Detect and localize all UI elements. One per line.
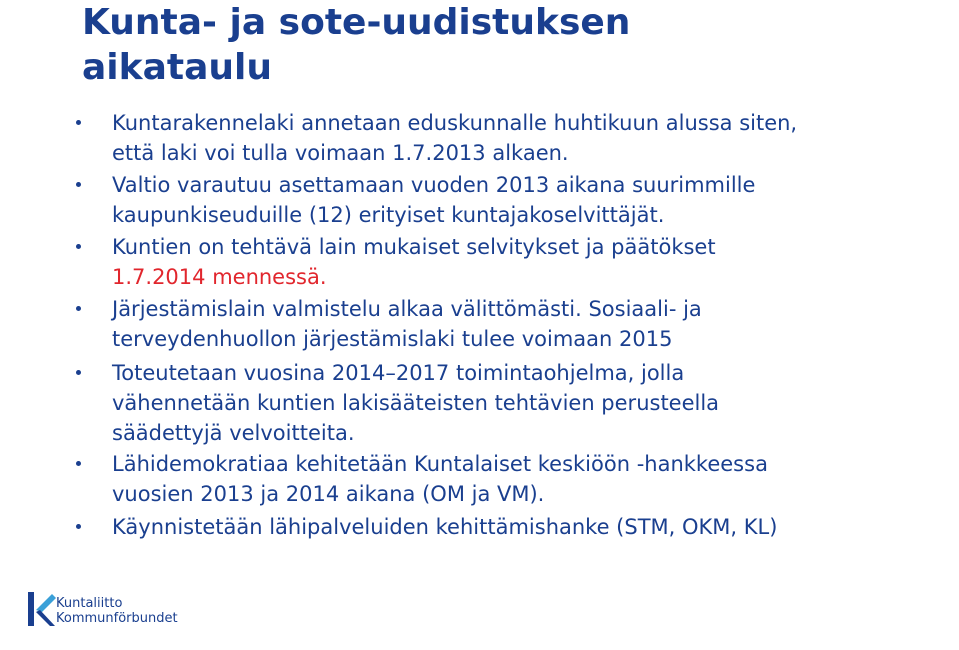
slide-title	[82, 0, 942, 90]
bullet-dot-icon	[76, 120, 81, 125]
bullet-item: Kuntien on tehtävä lain mukaiset selvitykset ja päätökset 1.7.2014 mennessä.	[112, 232, 872, 292]
slide-title-line2: aikataulu	[82, 47, 272, 88]
bullet-item: Kuntarakennelaki annetaan eduskunnalle huhtikuun alussa siten, että laki voi tulla voimaan 1.7.2013 alkaen.	[112, 108, 872, 168]
bullet-dot-icon	[76, 461, 81, 466]
bullet-dot-icon	[76, 370, 81, 375]
bullet-item: Järjestämislain valmistelu alkaa välittömästi. Sosiaali- ja terveydenhuollon järjestämislaki tulee voimaan 2015	[112, 294, 872, 354]
bullet-dot-icon	[76, 244, 81, 249]
bullet-item: Käynnistetään lähipalveluiden kehittämishanke (STM, OKM, KL)	[112, 512, 872, 542]
logo-line2: Kommunförbundet	[56, 611, 178, 626]
bullet-dot-icon	[76, 182, 81, 187]
bullet-item: Toteutetaan vuosina 2014–2017 toimintaohjelma, jolla vähennetään kuntien lakisääteisten tehtävien perusteella säädettyjä velvoitteita.	[112, 358, 872, 448]
logo-line1: Kuntaliitto	[56, 596, 123, 611]
slide-title-line1: Kunta- ja sote-uudistuksen	[82, 2, 631, 43]
highlighted-deadline: 1.7.2014 mennessä.	[112, 265, 327, 289]
logo-text	[56, 596, 178, 626]
bullet-item: Valtio varautuu asettamaan vuoden 2013 aikana suurimmille kaupunkiseuduille (12) erityiset kuntajakoselvittäjät.	[112, 170, 872, 230]
bullet-item: Lähidemokratiaa kehitetään Kuntalaiset keskiöön -hankkeessa vuosien 2013 ja 2014 aikana (OM ja VM).	[112, 449, 872, 509]
bullet-dot-icon	[76, 306, 81, 311]
bullet-dot-icon	[76, 524, 81, 529]
